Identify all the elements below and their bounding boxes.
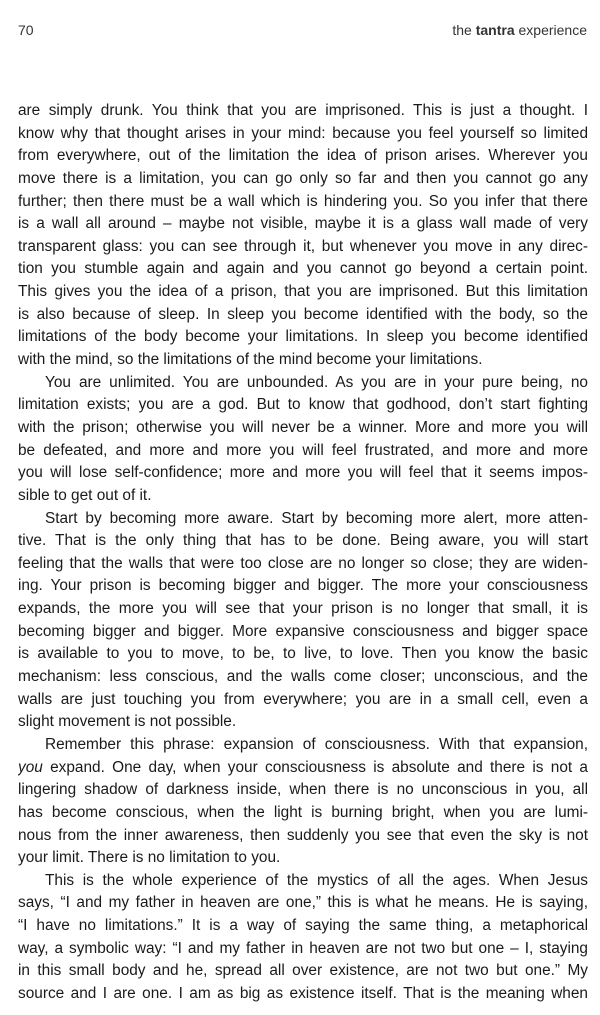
text-line: be defeated, and more and more you will feel frustrated, and more and more: [18, 441, 588, 459]
text-fragment: expand. One day, when your consciousness is absolute and there is not a: [42, 758, 588, 776]
text-line: says, “I and my father in heaven are one,” this is what he means. He is saying,: [18, 894, 588, 912]
text-line: walls are just touching you from everywhere; you are in a small cell, even a: [18, 690, 588, 708]
paragraph: [18, 870, 588, 1006]
text-line: feeling that the walls that were too close are no longer so close; they are widen-: [18, 554, 588, 572]
text-line: move there is a limitation, you can go only so far and then you cannot go any: [18, 169, 588, 187]
text-line: lingering shadow of darkness inside, when there is no unconscious in you, all: [18, 781, 588, 799]
text-line: sible to get out of it.: [18, 486, 152, 504]
text-line: is also because of sleep. In sleep you become identified with the body, so the: [18, 305, 588, 323]
text-line: limitation exists; you are a god. But to know that godhood, don’t start fighting: [18, 396, 588, 414]
book-title-bold: tantra: [475, 22, 515, 38]
text-line: you will lose self-confidence; more and more you will feel that it seems impos-: [18, 464, 588, 482]
text-line: This gives you the idea of a prison, that you are imprisoned. But this limitation: [18, 283, 588, 301]
text-line: ing. Your prison is becoming bigger and bigger. The more your consciousness: [18, 577, 588, 595]
text-line: You are unlimited. You are unbounded. As you are in your pure being, no: [45, 373, 588, 391]
text-line: Remember this phrase: expansion of consciousness. With that expansion,: [45, 735, 588, 753]
text-line: becoming bigger and bigger. More expansive consciousness and bigger space: [18, 622, 588, 640]
text-line: are simply drunk. You think that you are imprisoned. This is just a thought. I: [18, 102, 588, 119]
paragraph: [18, 734, 588, 870]
text-line: is a wall all around – maybe not visible, maybe it is a glass wall made of very: [18, 215, 588, 233]
text-line: Start by becoming more aware. Start by becoming more alert, more atten-: [45, 509, 588, 527]
text-line: with the mind, so the limitations of the mind become your limitations.: [18, 351, 483, 369]
text-line: slight movement is not possible.: [18, 713, 237, 731]
book-title: [452, 20, 587, 40]
text-line: nous from the inner awareness, then suddenly you see that even the sky is not: [18, 826, 588, 844]
text-line: This is the whole experience of the mystics of all the ages. When Jesus: [45, 871, 588, 889]
text-line: your limit. There is no limitation to you.: [18, 849, 281, 867]
text-line: has become conscious, when the light is burning bright, when you are lumi-: [18, 803, 588, 821]
text-line: “I have no limitations.” It is a way of saying the same thing, a metaphorical: [18, 917, 588, 935]
text-line: in this small body and he, spread all over existence, are not two but one.” My: [18, 962, 588, 980]
emphasis-word: you: [18, 758, 43, 776]
paragraph: [18, 372, 588, 508]
text-line: tive. That is the only thing that has to be done. Being aware, you will start: [18, 532, 588, 550]
body-text: [18, 100, 588, 1006]
text-line: [18, 757, 588, 780]
text-line: way, a symbolic way: “I and my father in heaven are not two but one – I, staying: [18, 939, 588, 957]
text-line: tion you stumble again and again and you cannot go beyond a certain point.: [18, 260, 588, 278]
page-number: 70: [18, 22, 34, 38]
text-line: source and I are one. I am as big as existence itself. That is the meaning when: [18, 984, 588, 1002]
paragraph: [18, 508, 588, 734]
book-title-prefix: the: [452, 22, 476, 38]
text-line: further; then there must be a wall which is hindering you. So you infer that there: [18, 192, 588, 210]
text-line: limitations of the body become your limitations. In sleep you become identified: [18, 328, 588, 346]
paragraph: [18, 100, 588, 372]
text-line: transparent glass: you can see through it, but whenever you move in any direc-: [18, 237, 588, 255]
text-line: expands, the more you will see that your prison is no longer that small, it is: [18, 600, 588, 618]
text-line: know why that thought arises in your mind: because you feel yourself so limited: [18, 124, 588, 142]
running-head: [18, 20, 587, 40]
text-line: from everywhere, out of the limitation the idea of prison arises. Wherever you: [18, 147, 588, 165]
book-title-suffix: experience: [514, 22, 587, 38]
text-line: with the prison; otherwise you will never be a winner. More and more you will: [18, 418, 588, 436]
text-line: is available to you to move, to be, to live, to love. Then you know the basic: [18, 645, 588, 663]
text-line: mechanism: less conscious, and the walls come closer; unconscious, and the: [18, 668, 588, 686]
